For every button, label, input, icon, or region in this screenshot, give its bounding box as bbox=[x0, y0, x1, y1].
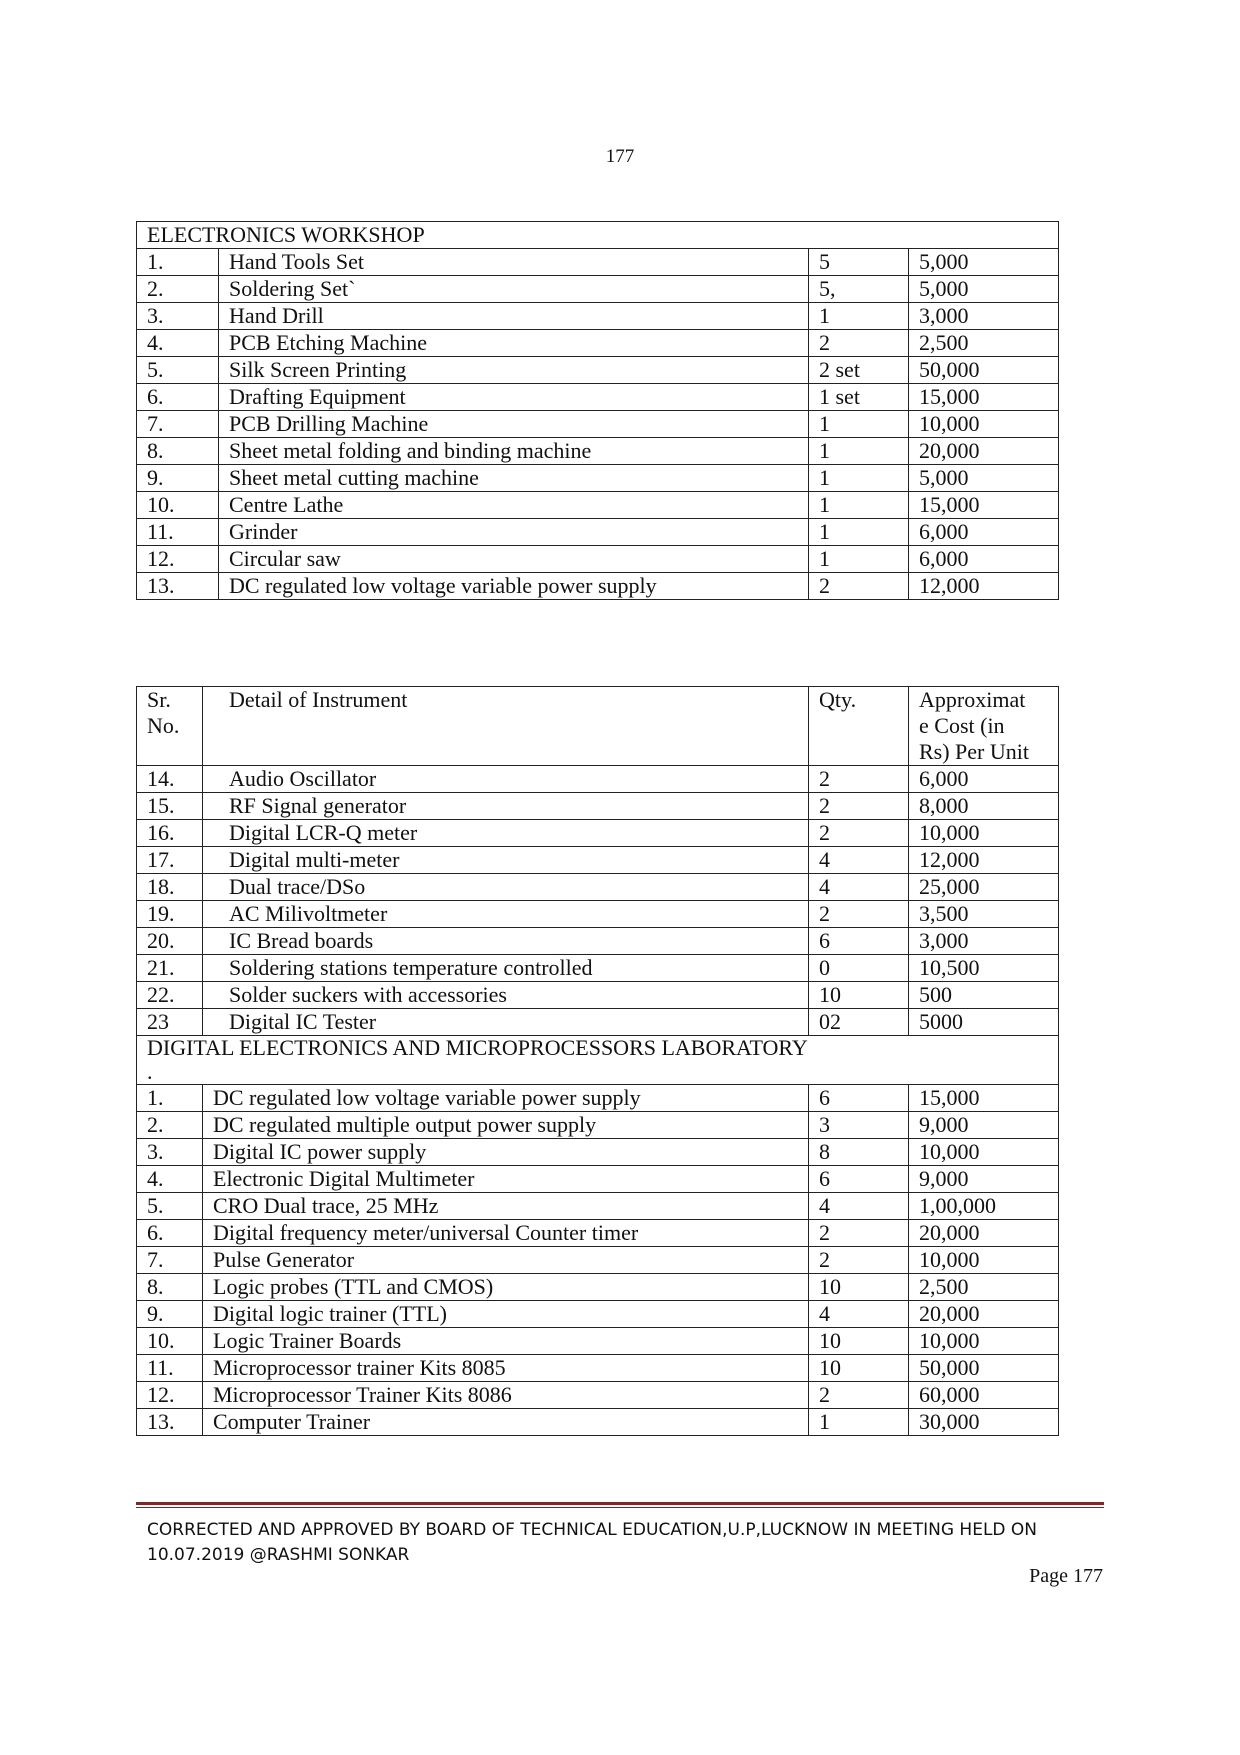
table-row bbox=[137, 465, 1059, 492]
cell-cost: 5,000 bbox=[909, 249, 1059, 276]
cell-qty: 2 bbox=[809, 573, 909, 600]
cell-sr-no: 12. bbox=[137, 546, 219, 573]
cell-sr-no: 3. bbox=[137, 1139, 203, 1166]
lab-title bbox=[137, 1036, 1059, 1085]
electronics-workshop-table bbox=[136, 221, 1059, 600]
cell-item: Dual trace/DSo bbox=[203, 874, 809, 901]
cell-item: PCB Etching Machine bbox=[219, 330, 809, 357]
cell-cost: 25,000 bbox=[909, 874, 1059, 901]
cell-qty: 1 set bbox=[809, 384, 909, 411]
table-row bbox=[137, 820, 1059, 847]
cell-sr-no: 13. bbox=[137, 573, 219, 600]
cell-sr-no: 22. bbox=[137, 982, 203, 1009]
cell-qty: 1 bbox=[809, 438, 909, 465]
cell-qty: 4 bbox=[809, 1193, 909, 1220]
cell-qty: 2 bbox=[809, 1382, 909, 1409]
table-row bbox=[137, 1139, 1059, 1166]
cell-item: Hand Tools Set bbox=[219, 249, 809, 276]
cell-cost: 20,000 bbox=[909, 1220, 1059, 1247]
cell-sr-no: 5. bbox=[137, 1193, 203, 1220]
cell-item: Digital multi-meter bbox=[203, 847, 809, 874]
cell-sr-no: 11. bbox=[137, 1355, 203, 1382]
cell-qty: 2 bbox=[809, 330, 909, 357]
table-row bbox=[137, 573, 1059, 600]
cell-cost: 500 bbox=[909, 982, 1059, 1009]
cell-cost: 3,000 bbox=[909, 303, 1059, 330]
cell-cost: 10,000 bbox=[909, 1247, 1059, 1274]
cell-item: Centre Lathe bbox=[219, 492, 809, 519]
cell-qty: 10 bbox=[809, 1274, 909, 1301]
cell-qty: 4 bbox=[809, 874, 909, 901]
cell-sr-no: 12. bbox=[137, 1382, 203, 1409]
cell-sr-no: 7. bbox=[137, 411, 219, 438]
cell-item: Logic probes (TTL and CMOS) bbox=[203, 1274, 809, 1301]
cell-cost: 15,000 bbox=[909, 1085, 1059, 1112]
cell-item: Silk Screen Printing bbox=[219, 357, 809, 384]
cell-qty: 2 bbox=[809, 820, 909, 847]
instruments-header-row bbox=[137, 687, 1059, 766]
table-row bbox=[137, 847, 1059, 874]
table-row bbox=[137, 357, 1059, 384]
table-row bbox=[137, 249, 1059, 276]
cell-item: Soldering stations temperature controlled bbox=[203, 955, 809, 982]
cell-cost: 1,00,000 bbox=[909, 1193, 1059, 1220]
cell-item: Sheet metal folding and binding machine bbox=[219, 438, 809, 465]
cell-cost: 10,000 bbox=[909, 411, 1059, 438]
table-row bbox=[137, 384, 1059, 411]
cell-cost: 12,000 bbox=[909, 847, 1059, 874]
cell-sr-no: 4. bbox=[137, 330, 219, 357]
cell-sr-no: 2. bbox=[137, 1112, 203, 1139]
cell-cost: 9,000 bbox=[909, 1166, 1059, 1193]
cell-qty: 4 bbox=[809, 847, 909, 874]
cell-qty: 2 set bbox=[809, 357, 909, 384]
table-row bbox=[137, 955, 1059, 982]
cell-sr-no: 10. bbox=[137, 1328, 203, 1355]
cell-qty: 1 bbox=[809, 546, 909, 573]
cell-item: Digital LCR-Q meter bbox=[203, 820, 809, 847]
cell-qty: 1 bbox=[809, 411, 909, 438]
table-row bbox=[137, 330, 1059, 357]
table-row bbox=[137, 1301, 1059, 1328]
table-row bbox=[137, 1409, 1059, 1436]
cell-sr-no: 23 bbox=[137, 1009, 203, 1036]
cell-qty: 6 bbox=[809, 928, 909, 955]
cell-cost: 12,000 bbox=[909, 573, 1059, 600]
cell-item: Hand Drill bbox=[219, 303, 809, 330]
footer-page-number: Page 177 bbox=[1029, 1565, 1103, 1587]
table-row bbox=[137, 901, 1059, 928]
cell-sr-no: 3. bbox=[137, 303, 219, 330]
cell-qty: 1 bbox=[809, 303, 909, 330]
cell-item: Digital logic trainer (TTL) bbox=[203, 1301, 809, 1328]
cell-item: Digital frequency meter/universal Counter timer bbox=[203, 1220, 809, 1247]
cell-item: Drafting Equipment bbox=[219, 384, 809, 411]
cell-item: PCB Drilling Machine bbox=[219, 411, 809, 438]
table-row bbox=[137, 1112, 1059, 1139]
cell-cost: 10,500 bbox=[909, 955, 1059, 982]
cell-qty: 10 bbox=[809, 1328, 909, 1355]
cell-sr-no: 5. bbox=[137, 357, 219, 384]
cell-sr-no: 16. bbox=[137, 820, 203, 847]
cell-sr-no: 13. bbox=[137, 1409, 203, 1436]
cell-cost: 15,000 bbox=[909, 384, 1059, 411]
cell-qty: 6 bbox=[809, 1166, 909, 1193]
footer-rule-top bbox=[136, 1502, 1104, 1505]
instruments-table bbox=[136, 686, 1059, 1436]
cell-cost: 2,500 bbox=[909, 330, 1059, 357]
cell-qty: 1 bbox=[809, 1409, 909, 1436]
workshop-title: ELECTRONICS WORKSHOP bbox=[137, 222, 1059, 249]
table-row bbox=[137, 766, 1059, 793]
table-row bbox=[137, 546, 1059, 573]
header-detail: Detail of Instrument bbox=[203, 687, 809, 766]
cell-qty: 1 bbox=[809, 519, 909, 546]
page-number-top: 177 bbox=[605, 146, 635, 167]
cell-item: Computer Trainer bbox=[203, 1409, 809, 1436]
table-row bbox=[137, 1009, 1059, 1036]
table-row bbox=[137, 492, 1059, 519]
cell-qty: 0 bbox=[809, 955, 909, 982]
cell-qty: 8 bbox=[809, 1139, 909, 1166]
table-row bbox=[137, 1085, 1059, 1112]
footer-line-1: CORRECTED AND APPROVED BY BOARD OF TECHNICAL EDUCATION,U.P,LUCKNOW IN MEETING HELD ON bbox=[147, 1520, 1038, 1540]
cell-item: Circular saw bbox=[219, 546, 809, 573]
footer-rule-bottom bbox=[136, 1507, 1104, 1508]
table-row bbox=[137, 1193, 1059, 1220]
lab-title-line-2: . bbox=[147, 1059, 153, 1084]
cell-cost: 6,000 bbox=[909, 766, 1059, 793]
cell-sr-no: 14. bbox=[137, 766, 203, 793]
cell-sr-no: 10. bbox=[137, 492, 219, 519]
workshop-title-row bbox=[137, 222, 1059, 249]
table-row bbox=[137, 1274, 1059, 1301]
cell-item: Digital IC Tester bbox=[203, 1009, 809, 1036]
cell-cost: 50,000 bbox=[909, 1355, 1059, 1382]
cell-item: CRO Dual trace, 25 MHz bbox=[203, 1193, 809, 1220]
header-qty: Qty. bbox=[809, 687, 909, 766]
cell-cost: 10,000 bbox=[909, 1328, 1059, 1355]
cell-item: Soldering Set` bbox=[219, 276, 809, 303]
cell-sr-no: 21. bbox=[137, 955, 203, 982]
cell-qty: 2 bbox=[809, 901, 909, 928]
cell-qty: 1 bbox=[809, 465, 909, 492]
cell-item: IC Bread boards bbox=[203, 928, 809, 955]
cell-item: Audio Oscillator bbox=[203, 766, 809, 793]
cell-item: Microprocessor Trainer Kits 8086 bbox=[203, 1382, 809, 1409]
cell-item: Grinder bbox=[219, 519, 809, 546]
table-row bbox=[137, 1166, 1059, 1193]
cell-item: DC regulated low voltage variable power supply bbox=[219, 573, 809, 600]
cell-sr-no: 15. bbox=[137, 793, 203, 820]
cell-cost: 30,000 bbox=[909, 1409, 1059, 1436]
table-row bbox=[137, 411, 1059, 438]
cell-sr-no: 6. bbox=[137, 1220, 203, 1247]
cell-item: Digital IC power supply bbox=[203, 1139, 809, 1166]
cell-item: DC regulated low voltage variable power supply bbox=[203, 1085, 809, 1112]
cell-sr-no: 19. bbox=[137, 901, 203, 928]
cell-cost: 5,000 bbox=[909, 276, 1059, 303]
cell-qty: 1 bbox=[809, 492, 909, 519]
cell-cost: 6,000 bbox=[909, 519, 1059, 546]
cell-qty: 4 bbox=[809, 1301, 909, 1328]
cell-cost: 3,000 bbox=[909, 928, 1059, 955]
cell-sr-no: 17. bbox=[137, 847, 203, 874]
cell-cost: 5000 bbox=[909, 1009, 1059, 1036]
cell-qty: 6 bbox=[809, 1085, 909, 1112]
cell-qty: 10 bbox=[809, 1355, 909, 1382]
cell-sr-no: 1. bbox=[137, 1085, 203, 1112]
cell-item: Sheet metal cutting machine bbox=[219, 465, 809, 492]
cell-item: Pulse Generator bbox=[203, 1247, 809, 1274]
cell-sr-no: 11. bbox=[137, 519, 219, 546]
cell-cost: 3,500 bbox=[909, 901, 1059, 928]
cell-cost: 15,000 bbox=[909, 492, 1059, 519]
cell-qty: 3 bbox=[809, 1112, 909, 1139]
cell-cost: 50,000 bbox=[909, 357, 1059, 384]
cell-qty: 2 bbox=[809, 793, 909, 820]
cell-cost: 10,000 bbox=[909, 820, 1059, 847]
cell-item: Microprocessor trainer Kits 8085 bbox=[203, 1355, 809, 1382]
cell-sr-no: 9. bbox=[137, 465, 219, 492]
cell-item: Electronic Digital Multimeter bbox=[203, 1166, 809, 1193]
cell-qty: 02 bbox=[809, 1009, 909, 1036]
table-row bbox=[137, 276, 1059, 303]
table-row bbox=[137, 1382, 1059, 1409]
cell-item: AC Milivoltmeter bbox=[203, 901, 809, 928]
cell-item: Solder suckers with accessories bbox=[203, 982, 809, 1009]
footer-approval-text bbox=[147, 1518, 1097, 1568]
cell-cost: 8,000 bbox=[909, 793, 1059, 820]
table-row bbox=[137, 1220, 1059, 1247]
cell-item: RF Signal generator bbox=[203, 793, 809, 820]
cell-cost: 6,000 bbox=[909, 546, 1059, 573]
table-row bbox=[137, 1355, 1059, 1382]
table-row bbox=[137, 1328, 1059, 1355]
table-row bbox=[137, 928, 1059, 955]
cell-sr-no: 8. bbox=[137, 438, 219, 465]
cell-cost: 9,000 bbox=[909, 1112, 1059, 1139]
cell-qty: 5 bbox=[809, 249, 909, 276]
table-row bbox=[137, 874, 1059, 901]
table-row bbox=[137, 438, 1059, 465]
cell-sr-no: 8. bbox=[137, 1274, 203, 1301]
cell-sr-no: 1. bbox=[137, 249, 219, 276]
footer-line-2: 10.07.2019 @RASHMI SONKAR bbox=[147, 1545, 410, 1565]
cell-cost: 60,000 bbox=[909, 1382, 1059, 1409]
table-row bbox=[137, 1247, 1059, 1274]
cell-sr-no: 2. bbox=[137, 276, 219, 303]
cell-sr-no: 20. bbox=[137, 928, 203, 955]
table-row bbox=[137, 982, 1059, 1009]
cell-qty: 10 bbox=[809, 982, 909, 1009]
cell-cost: 10,000 bbox=[909, 1139, 1059, 1166]
lab-title-row bbox=[137, 1036, 1059, 1085]
cell-qty: 5, bbox=[809, 276, 909, 303]
cell-sr-no: 9. bbox=[137, 1301, 203, 1328]
table-row bbox=[137, 303, 1059, 330]
lab-title-line-1: DIGITAL ELECTRONICS AND MICROPROCESSORS LABORATORY bbox=[147, 1035, 808, 1060]
cell-cost: 20,000 bbox=[909, 1301, 1059, 1328]
cell-cost: 20,000 bbox=[909, 438, 1059, 465]
table-row bbox=[137, 793, 1059, 820]
header-cost: Approximat e Cost (in Rs) Per Unit bbox=[909, 687, 1059, 766]
cell-sr-no: 7. bbox=[137, 1247, 203, 1274]
cell-cost: 5,000 bbox=[909, 465, 1059, 492]
cell-sr-no: 6. bbox=[137, 384, 219, 411]
cell-item: DC regulated multiple output power supply bbox=[203, 1112, 809, 1139]
table-row bbox=[137, 519, 1059, 546]
cell-item: Logic Trainer Boards bbox=[203, 1328, 809, 1355]
cell-qty: 2 bbox=[809, 1220, 909, 1247]
cell-qty: 2 bbox=[809, 766, 909, 793]
cell-qty: 2 bbox=[809, 1247, 909, 1274]
cell-sr-no: 4. bbox=[137, 1166, 203, 1193]
cell-sr-no: 18. bbox=[137, 874, 203, 901]
header-sr-no: Sr. No. bbox=[137, 687, 203, 766]
cell-cost: 2,500 bbox=[909, 1274, 1059, 1301]
